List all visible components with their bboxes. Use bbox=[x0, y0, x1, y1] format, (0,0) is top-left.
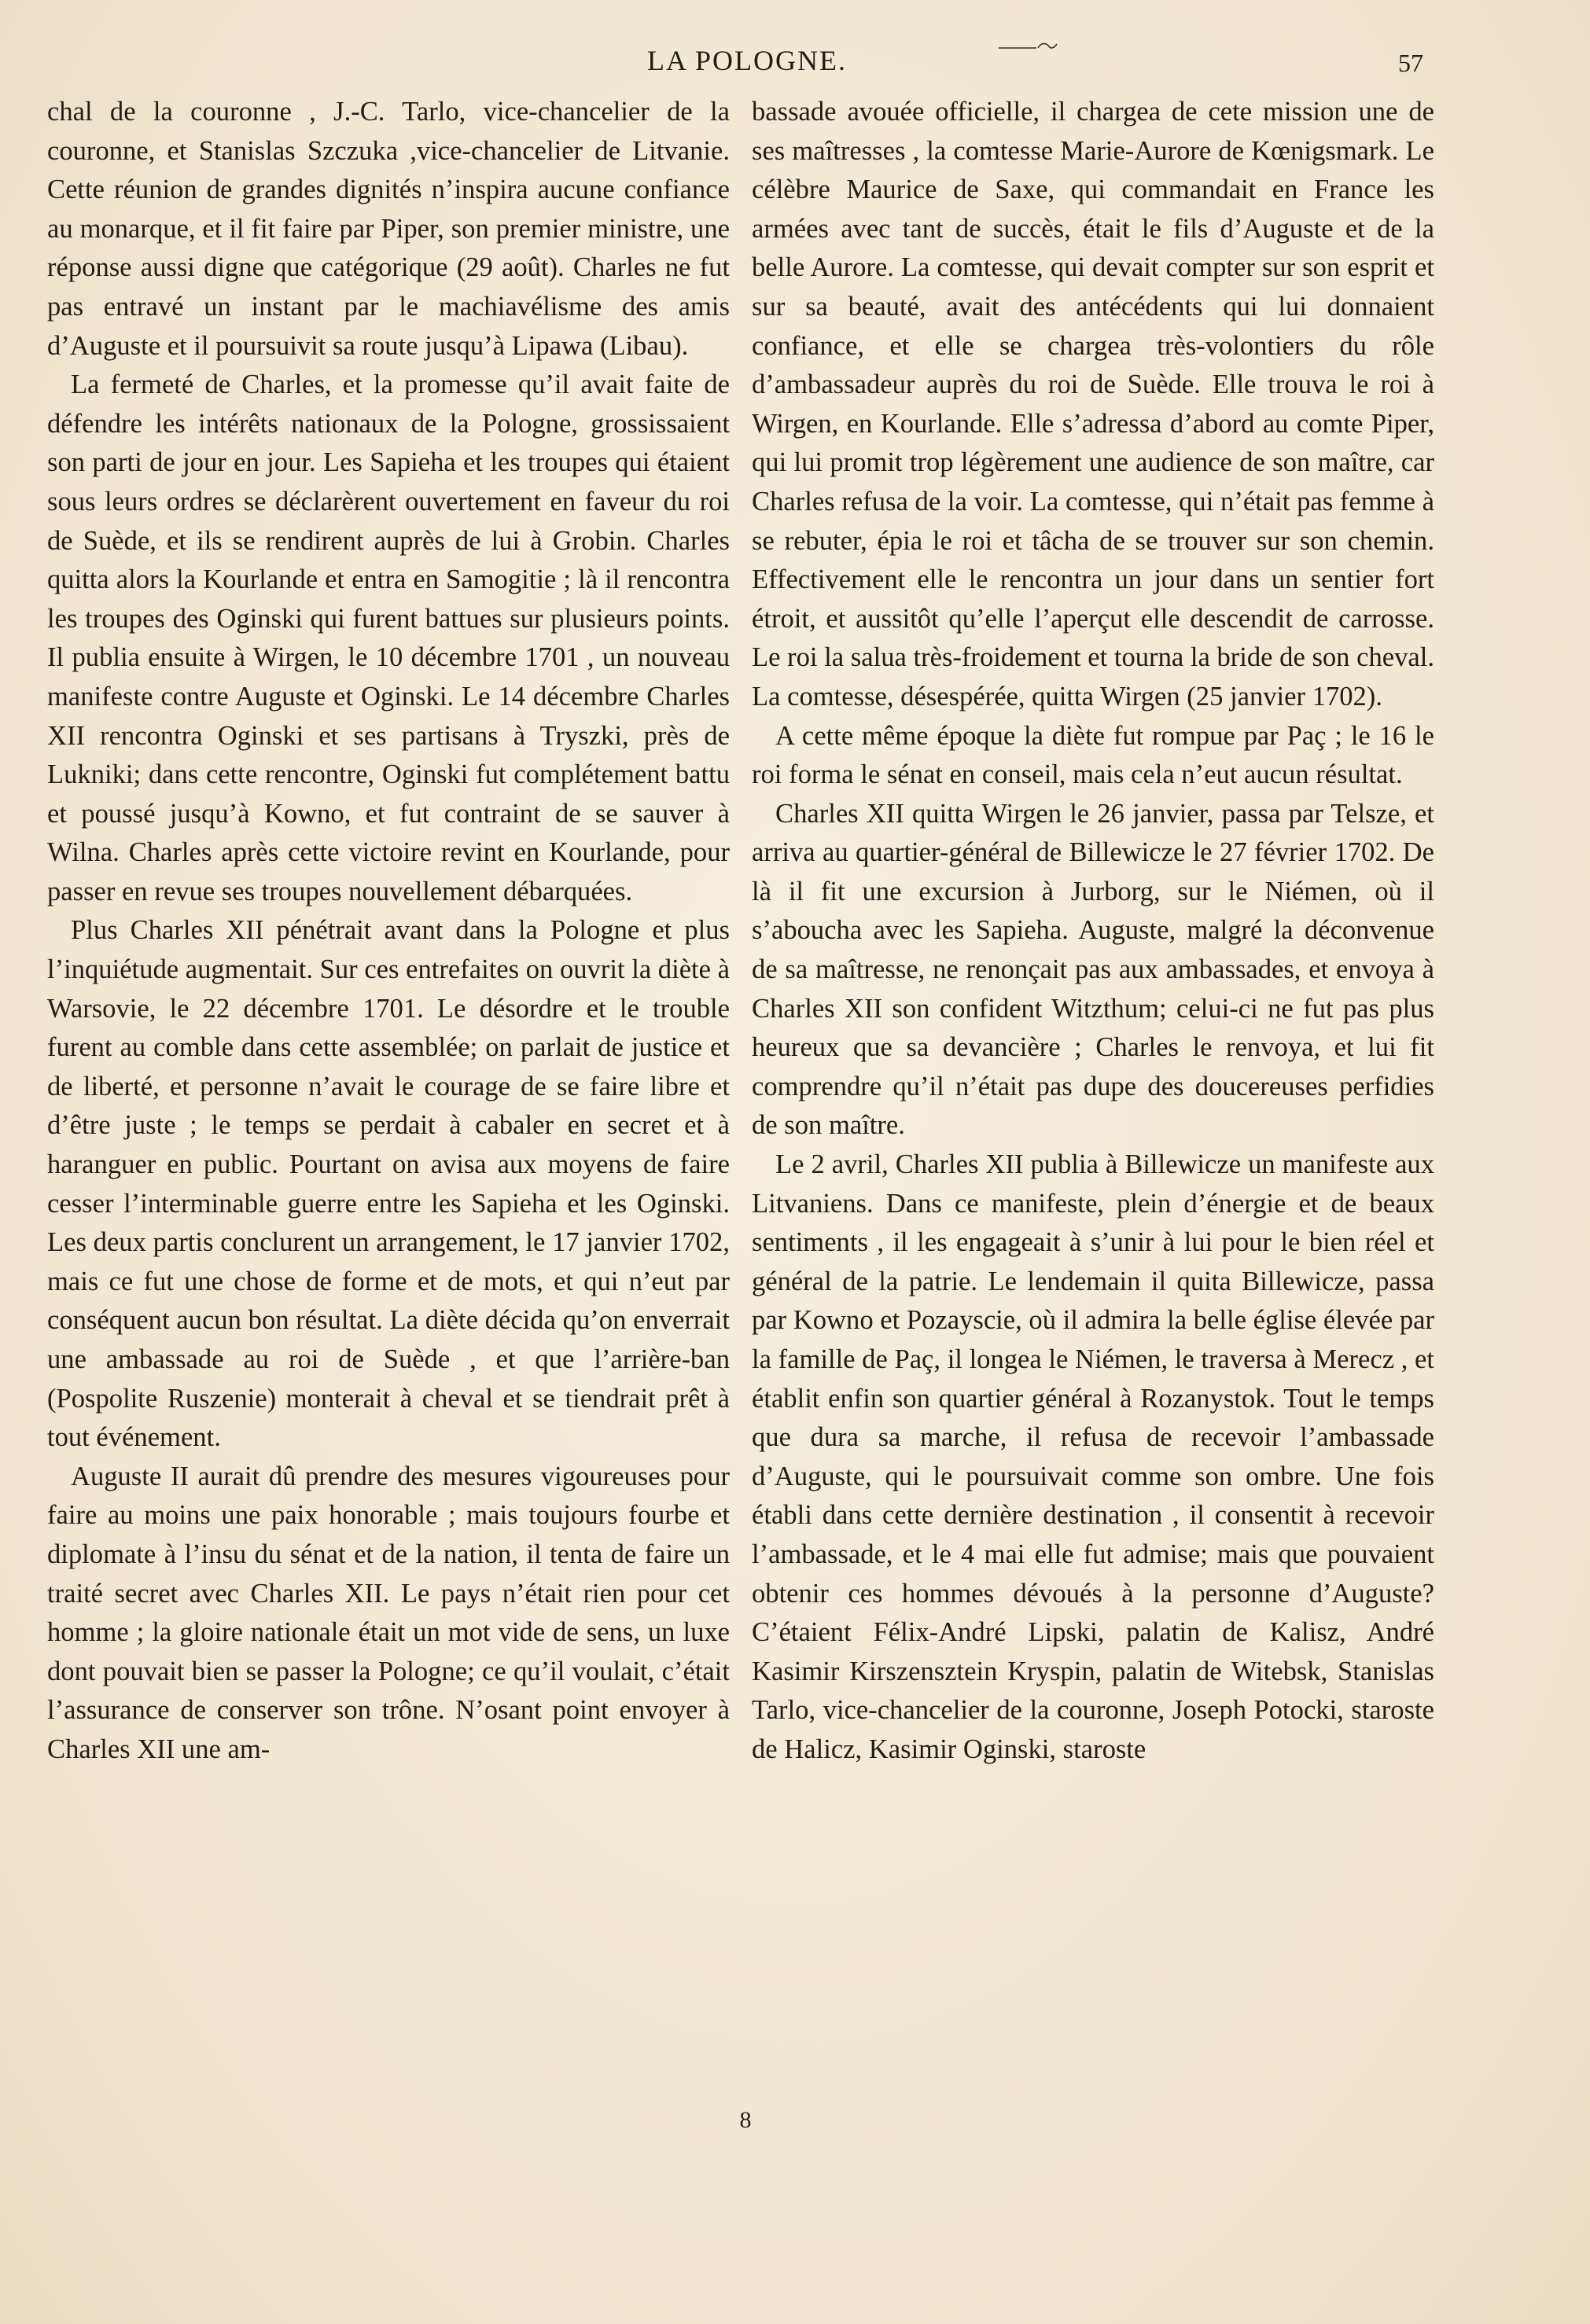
paragraph: bassade avouée officielle, il chargea de cete mission une de ses maîtresses , la comtesse Marie-Aurore de Kœnigsmark. Le célèbre Maurice de Saxe, qui commandait en France les armées avec tant de succès, était le fils d’Auguste et de la belle Aurore. La comtesse, qui devait compter sur son esprit et sur sa beauté, avait des antécédents qui lui donnaient confiance, et elle se chargea très-volontiers du rôle d’ambassadeur auprès du roi de Suède. Elle trouva le roi à Wirgen, en Kourlande. Elle s’adressa d’abord au comte Piper, qui lui promit trop légèrement une audience de son maître, car Charles refusa de la voir. La comtesse, qui n’était pas femme à se rebuter, épia le roi et tâcha de se trouver sur son chemin. Effectivement elle le rencontra un jour dans un sentier fort étroit, et aussitôt qu’elle l’aperçut elle descendit de carrosse. Le roi la salua très-froidement et tourna la bride de son cheval. La comtesse, désespérée, quitta Wirgen (25 janvier 1702). bbox=[752, 97, 1434, 712]
column-gutter bbox=[739, 93, 740, 2105]
paragraph: Charles XII quitta Wirgen le 26 janvier, passa par Telsze, et arriva au quartier-général de Billewicze le 27 février 1702. De là il fit une excursion à Jurborg, sur le Niémen, où il s’aboucha avec les Sapieha. Auguste, malgré la déconvenue de sa maîtresse, ne renonçait pas aux ambassades, et envoya à Charles XII son confident Witzthum; celui-ci ne fut pas plus heureux que sa devancière ; Charles le renvoya, et lui fit comprendre qu’il n’était pas dupe des doucereuses perfidies de son maître. bbox=[752, 798, 1434, 1141]
signature-mark: 8 bbox=[739, 2107, 752, 2133]
paragraph: A cette même époque la diète fut rompue par Paç ; le 16 le roi forma le sénat en conseil, mais cela n’eut aucun résultat. bbox=[752, 720, 1434, 790]
left-column bbox=[47, 93, 730, 1770]
paragraph: Auguste II aurait dû prendre des mesures vigoureuses pour faire au moins une paix honorable ; mais toujours fourbe et diplomate à l’insu du sénat et de la nation, il tenta de faire un traité secret avec Charles XII. Le pays n’était rien pour cet homme ; la gloire nationale était un mot vide de sens, un luxe dont pouvait bien se passer la Pologne; ce qu’il voulait, c’était l’assurance de conserver son trône. N’osant point envoyer à Charles XII une am- bbox=[47, 1461, 730, 1764]
running-head bbox=[0, 44, 1590, 83]
running-title: LA POLOGNE. bbox=[647, 45, 847, 76]
printer-ornament-icon bbox=[997, 39, 1060, 50]
paragraph: Plus Charles XII pénétrait avant dans la Pologne et plus l’inquiétude augmentait. Sur ces entrefaites on ouvrit la diète à Warsovie, le 22 décembre 1701. Le désordre et le trouble furent au comble dans cette assemblée; on parlait de justice et de liberté, et personne n’avait le courage de se faire libre et d’être juste ; le temps se perdait à cabaler en secret et à haranguer en public. Pourtant on avisa aux moyens de faire cesser l’interminable guerre entre les Sapieha et les Oginski. Les deux partis conclurent un arrangement, le 17 janvier 1702, mais ce fut une chose de forme et de mots, et qui n’eut par conséquent aucun bon résultat. La diète décida qu’on enverrait une ambassade au roi de Suède , et que l’arrière-ban (Pospolite Ruszenie) monterait à cheval et se tiendrait prêt à tout événement. bbox=[47, 915, 730, 1453]
page-number: 57 bbox=[1398, 49, 1423, 77]
paragraph: La fermeté de Charles, et la promesse qu’il avait faite de défendre les intérêts nationaux de la Pologne, grossissaient son parti de jour en jour. Les Sapieha et les troupes qui étaient sous leurs ordres se déclarèrent ouvertement en faveur du roi de Suède, et ils se rendirent auprès de lui à Grobin. Charles quitta alors la Kourlande et entra en Samogitie ; là il rencontra les troupes des Oginski qui furent battues sur plusieurs points. Il publia ensuite à Wirgen, le 10 décembre 1701 , un nouveau manifeste contre Auguste et Oginski. Le 14 décembre Charles XII rencontra Oginski et ses partisans à Tryszki, près de Lukniki; dans cette rencontre, Oginski fut complétement battu et poussé jusqu’à Kowno, et fut contraint de se sauver à Wilna. Charles après cette victoire revint en Kourlande, pour passer en revue ses troupes nouvellement débarquées. bbox=[47, 370, 730, 906]
paragraph: chal de la couronne , J.-C. Tarlo, vice-chancelier de la couronne, et Stanislas Szczuka ,vice-chancelier de Litvanie. Cette réunion de grandes dignités n’inspira aucune confiance au monarque, et il fit faire par Piper, son premier ministre, une réponse aussi digne que catégorique (29 août). Charles ne fut pas entravé un instant par le machiavélisme des amis d’Auguste et il poursuivit sa route jusqu’à Lipawa (Libau). bbox=[47, 97, 730, 361]
right-column bbox=[752, 93, 1434, 1770]
paragraph: Le 2 avril, Charles XII publia à Billewicze un manifeste aux Litvaniens. Dans ce manifeste, plein d’énergie et de beaux sentiments , il les engageait à s’unir à lui pour le bien réel et général de la patrie. Le lendemain il quita Billewicze, passa par Kowno et Pozayscie, où il admira la belle église élevée par la famille de Paç, il longea le Niémen, le traversa à Merecz , et établit enfin son quartier général à Rozanystok. Tout le temps que dura sa marche, il refusa de recevoir l’ambassade d’Auguste, qui le poursuivait comme son ombre. Une fois établi dans cette dernière destination , il consentit à recevoir l’ambassade, et le 4 mai elle fut admise; mais que pouvaient obtenir ces hommes dévoués à la personne d’Auguste? C’étaient Félix-André Lipski, palatin de Kalisz, André Kasimir Kirszensztein Kryspin, palatin de Witebsk, Stanislas Tarlo, vice-chancelier de la couronne, Joseph Potocki, staroste de Halicz, Kasimir Oginski, staroste bbox=[752, 1149, 1434, 1764]
